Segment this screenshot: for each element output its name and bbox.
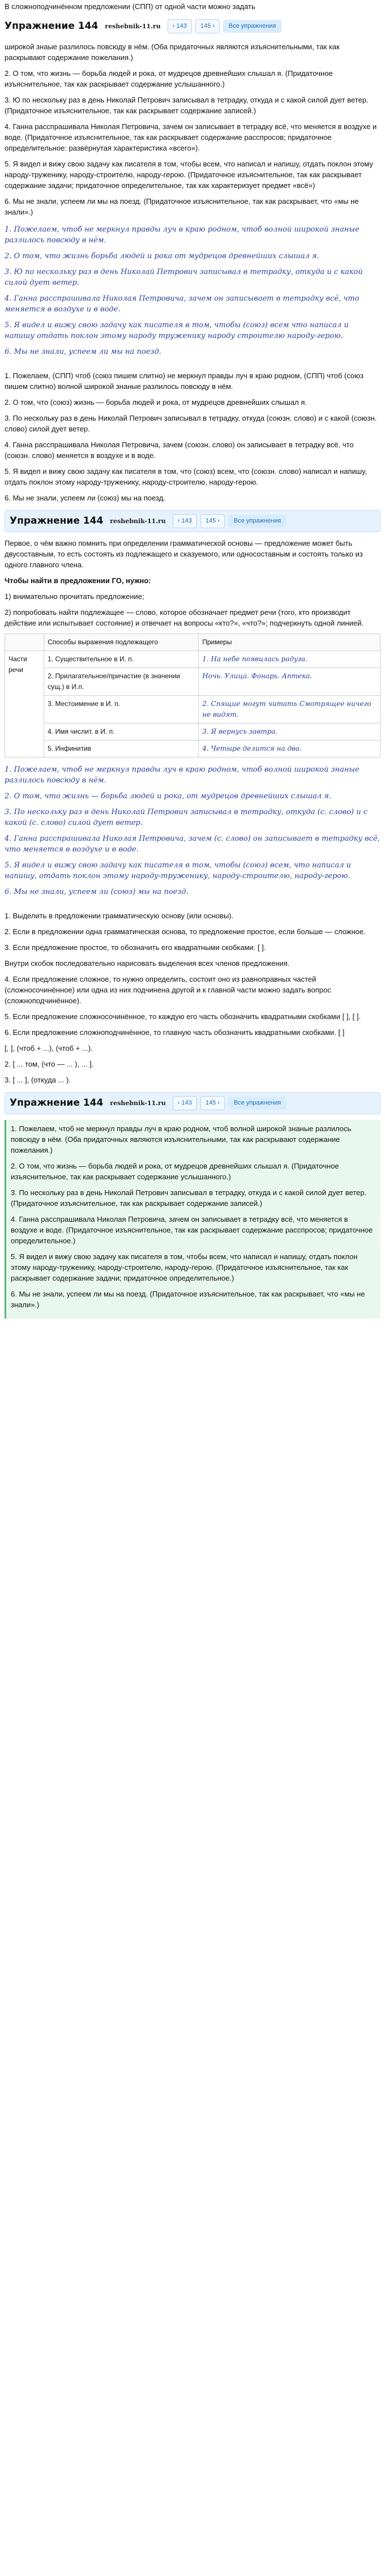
- list-item: 5. Я видел и вижу свою задачу как писателя в том, чтобы всем, что написал и напишу, отдать поклон этому народу-труженику, народу-строителю, народу-герою. (Придаточное изъяснительное, так как раскрывает содержание задачи; придаточное определительное, так как характеризует предмет «всё»): [5, 160, 373, 190]
- list-item: [, ], (чтоб + ...), (чтоб + ...).: [5, 1044, 93, 1052]
- all-exercises-button[interactable]: Все упражнения: [228, 1097, 286, 1110]
- exercise-title: Упражнение 144: [5, 20, 99, 32]
- list-item: 2. О том, что жизнь — борьба людей и рока, от мудрецов древнейших слышал я. (Придаточное изъяснительное, так как раскрывает содержание услышанного.): [5, 69, 333, 88]
- table-row: [5, 741, 380, 758]
- list-item: 5. Я видел и вижу свою задачу как писателя в том, чтобы (союз) всем, что написал и напишу, отдать поклон этому народу-труженику, народу-строителю, народу-герою.: [5, 861, 351, 880]
- list-item: 6. Мы не знали, успеем ли мы на поезд. (Придаточное изъяснительное, так как раскрывает, что «мы не знали».): [5, 197, 359, 216]
- table-header: Способы выражения подлежащего: [44, 634, 199, 651]
- table-cell: 1. Существительное в И. п.: [44, 651, 199, 668]
- intro-text: Первое, о чём важно помнить при определении грамматической основы — предложение может быть двусоставным, то есть состоять из подлежащего и сказуемого, или односоставным и состоять только из одного главного члена.: [5, 539, 363, 569]
- all-exercises-button[interactable]: Все упражнения: [228, 515, 286, 528]
- chevron-left-icon: ‹: [177, 517, 180, 524]
- list-item: 6. Мы не знали, успеем ли (союз) мы на поезд.: [5, 494, 165, 502]
- prev-exercise-button[interactable]: ‹ 143: [168, 19, 192, 33]
- table-header: Примеры: [199, 634, 380, 651]
- list-item: 2) попробовать найти подлежащее — слово, которое обозначает предмет речи (того, кто производит действие или испытывает состояние) и отвечает на вопросы «кто?», «что?»; подчеркнуть одной линией.: [5, 608, 364, 627]
- table-header: [5, 634, 44, 651]
- list-item: 1. Пожелаем, (СПП) чтоб (союз пишем слитно) не меркнул правды луч в краю родном, (СПП) чтоб (союз пишем слитно) волной широкой знаные разлилось повсюду в нём.: [5, 371, 363, 391]
- list-item: 3. [ ... ], (откуда ... ).: [5, 1076, 71, 1084]
- table-cell: Ночь. Улица. Фонарь. Аптека.: [199, 668, 380, 696]
- list-item: 4. Ганна расспрашивала Николая Петровича, зачем он записывает в тетрадку всё, что меняется в воздухе и в воде.: [5, 294, 360, 314]
- table-cell: 3. Я вернусь завтра.: [199, 724, 380, 741]
- list-item: 5. Я видел и вижу свою задачу как писателя в том, что (союз) всем, что (союзн. слово) написал и напишу, отдать поклон этому народу-труженику, народу-строителю, народу-герою.: [5, 467, 367, 486]
- answer-block-4: [5, 1120, 380, 1319]
- answer-block-1: [5, 41, 380, 217]
- list-item: 2. О том, что жизнь — борьба людей и рока, от мудрецов древнейших слышал я. (Придаточное изъяснительное, так как раскрывает содержание услышанного.): [11, 1162, 339, 1181]
- list-item: 1. Выделить в предложении грамматическую основу (или основы).: [5, 912, 234, 920]
- table-cell: 3. Местоимение в И. п.: [44, 696, 199, 724]
- table-cell: 4. Четыре делится на два.: [199, 741, 380, 758]
- list-item: 3. Ю по нескольку раз в день Николай Петрович записывал в тетрадку, откуда и с какой силой дует ветер. (Придаточное изъяснительное, так как раскрывает содержание записей.): [5, 96, 369, 115]
- table-cell: Части речи: [5, 651, 44, 758]
- list-item: 3. По нескольку раз в день Николай Петрович записывал в тетрадку, откуда и с какой силой дует ветер. (Придаточное изъяснительное, так как раскрывает содержание записей.): [11, 1188, 367, 1208]
- list-item: широкой знаые разлилось повсюду в нём. (Оба придаточных являются изъяснительными, так как раскрывают содержание пожелания.): [5, 42, 340, 62]
- list-item: 2. О том, что (союз) жизнь — борьба людей и рока, от мудрецов древнейших слышал я.: [5, 398, 307, 406]
- list-item: 5. Я видел и вижу свою задачу как писателя в том, чтобы всем, что написал и напишу, отдать поклон этому народу-труженику, народу-строителю, народу-герою. (Придаточное изъяснительное, так как раскрывает содержание задачи; придаточное определительное.): [11, 1252, 358, 1282]
- next-exercise-button[interactable]: 145 ›: [200, 1096, 225, 1110]
- next-exercise-button[interactable]: 145 ›: [200, 514, 225, 528]
- table-cell: 1. На небе появилась радуга.: [199, 651, 380, 668]
- top-line: В сложноподчинённом предложении (СПП) от одной части можно задать: [5, 2, 255, 11]
- answer-block-2: [5, 224, 380, 503]
- page: [0, 1, 385, 1319]
- table-cell: 5. Инфинитив: [44, 741, 199, 758]
- chevron-right-icon: ›: [217, 517, 220, 524]
- watermark: reshebnik-11.ru: [105, 23, 161, 30]
- list-item: 1. Пожелаем, чтоб не меркнул правды луч в краю родном, чтоб волной широкой знаные разлилось повсюду в нём.: [5, 765, 360, 785]
- list-item: 4. Ганна расспрашивала Николая Петровича, зачем он записывает в тетрадку всё, что меняется в воздухе и воде. (Придаточное изъяснительное, так как раскрывает содержание расспросов; придаточное определительное.): [11, 1215, 373, 1245]
- exercise-title: Упражнение 144: [10, 1097, 104, 1109]
- list-item: 2. О том, что жизнь борьба людей и рока от мудрецов древнейших слышал я.: [5, 252, 319, 260]
- chevron-left-icon: ‹: [177, 1099, 180, 1106]
- list-item: 3. Ю по нескольку раз в день Николай Петрович записывал в тетрадку, откуда и с какой силой дует ветер.: [5, 268, 363, 287]
- list-item: 1) внимательно прочитать предложение;: [5, 592, 144, 601]
- watermark: reshebnik-11.ru: [110, 517, 166, 525]
- list-item: Внутри скобок последовательно нарисовать выделения всех членов предложения.: [5, 959, 290, 968]
- list-item: 2. [ ... том, (что — ... ), ... ].: [5, 1060, 94, 1068]
- pager: [173, 1096, 287, 1110]
- table-row: [5, 724, 380, 741]
- list-item: 6. Мы не знали, успеем ли мы на поезд.: [5, 348, 161, 356]
- list-item: 1. Пожелаем, чтоб не меркнул правды луч в краю родном, чтоб волной широкой знаные разлилось повсюду в нём.: [5, 225, 360, 245]
- list-item: 4. Ганна расспрашивала Николая Петровича, зачем (союзн. слово) он записывает в тетрадку всё, что (союзн. слово) меняется в воздухе и в воде.: [5, 440, 354, 460]
- list-item: 6. Мы не знали, успеем ли (союз) мы на поезд.: [5, 888, 189, 896]
- table-cell: 2. Спящие могут читать Смотрящее ничего не видят.: [199, 696, 380, 724]
- list-item: 2. О том, что жизнь — борьба людей и рока, от мудрецов древнейших слышал я.: [5, 792, 332, 801]
- list-item: 4. Ганна расспрашивала Николая Петровича, зачем он записывает в тетрадку всё, что меняется в воздухе и воде. (Придаточное изъяснительное, так как раскрывает содержание расспросов; придаточное определительное: развёрнутая характеристика «всего»).: [5, 122, 377, 152]
- exercise-title: Упражнение 144: [10, 515, 104, 527]
- table-cell: 2. Прилагательное/причастие (в значении сущ.) в И.п.: [44, 668, 199, 696]
- chevron-right-icon: ›: [212, 23, 215, 29]
- table-header-row: [5, 634, 380, 651]
- list-item: 5. Если предложение сложносочинённое, то каждую его часть обозначить квадратными скобками [ ], [ ].: [5, 1012, 361, 1021]
- prev-exercise-button[interactable]: ‹ 143: [173, 514, 197, 528]
- table-row: [5, 668, 380, 696]
- list-item: 3. По нескольку раз в день Николай Петрович записывал в тетрадку, откуда (союзн. слово) и с какой (союзн. слово) силой дует ветер.: [5, 414, 377, 433]
- table-row: [5, 696, 380, 724]
- exercise-header-3: [5, 1092, 380, 1114]
- answer-block-3: [5, 538, 380, 1085]
- chevron-right-icon: ›: [217, 1099, 220, 1106]
- subject-table: [5, 634, 380, 758]
- table-cell: 4. Имя числит. в И. п.: [44, 724, 199, 741]
- pager: [168, 19, 282, 33]
- subtitle: Чтобы найти в предложении ГО, нужно:: [5, 576, 151, 585]
- prev-exercise-button[interactable]: ‹ 143: [173, 1096, 197, 1110]
- list-item: 2. Если в предложении одна грамматическая основа, то предложение простое, если больше — сложное.: [5, 927, 366, 936]
- watermark: reshebnik-11.ru: [110, 1099, 166, 1107]
- list-item: 4. Если предложение сложное, то нужно определить, состоит оно из равноправных частей (сложносочинённое) или одна из них подчинена другой и к главной части можно задать вопрос (сложноподчинённое).: [5, 975, 331, 1005]
- all-exercises-button[interactable]: Все упражнения: [223, 20, 281, 33]
- list-item: 3. По нескольку раз в день Николай Петрович записывал в тетрадку, откуда (с. слово) и с какой (с. слово) силой дует ветер.: [5, 808, 368, 827]
- list-item: 1. Пожелаем, чтоб не меркнул правды луч в краю родном, чтоб волной широкой знаные разлилось повсюду в нём. (Оба придаточных являются изъяснительными, так как раскрывают содержание пожелания.): [11, 1124, 352, 1154]
- exercise-header-2: [5, 510, 380, 532]
- list-item: 4. Ганна расспрашивала Николая Петровича, зачем (с. слово) он записывает в тетрадку всё, что меняется в воздухе и в воде.: [5, 835, 380, 854]
- pager: [173, 514, 287, 528]
- chevron-left-icon: ‹: [172, 23, 175, 29]
- list-item: 3. Если предложение простое, то обозначить его квадратными скобками. [ ].: [5, 943, 266, 952]
- table-row: [5, 651, 380, 668]
- list-item: 5. Я видел и вижу свою задачу как писателя в том, чтобы (союз) всем что написал и напишу отдать поклон этому народу труженику народу строителю народу-герою.: [5, 321, 349, 340]
- list-item: 6. Мы не знали, успеем ли мы на поезд. (Придаточное изъяснительное, так как раскрывает, что «мы не знали».): [11, 1290, 365, 1309]
- exercise-header-1: [5, 17, 380, 36]
- list-item: 6. Если предложение сложноподчинённое, то главную часть обозначить квадратными скобками. [ ]: [5, 1028, 345, 1037]
- next-exercise-button[interactable]: 145 ›: [195, 19, 220, 33]
